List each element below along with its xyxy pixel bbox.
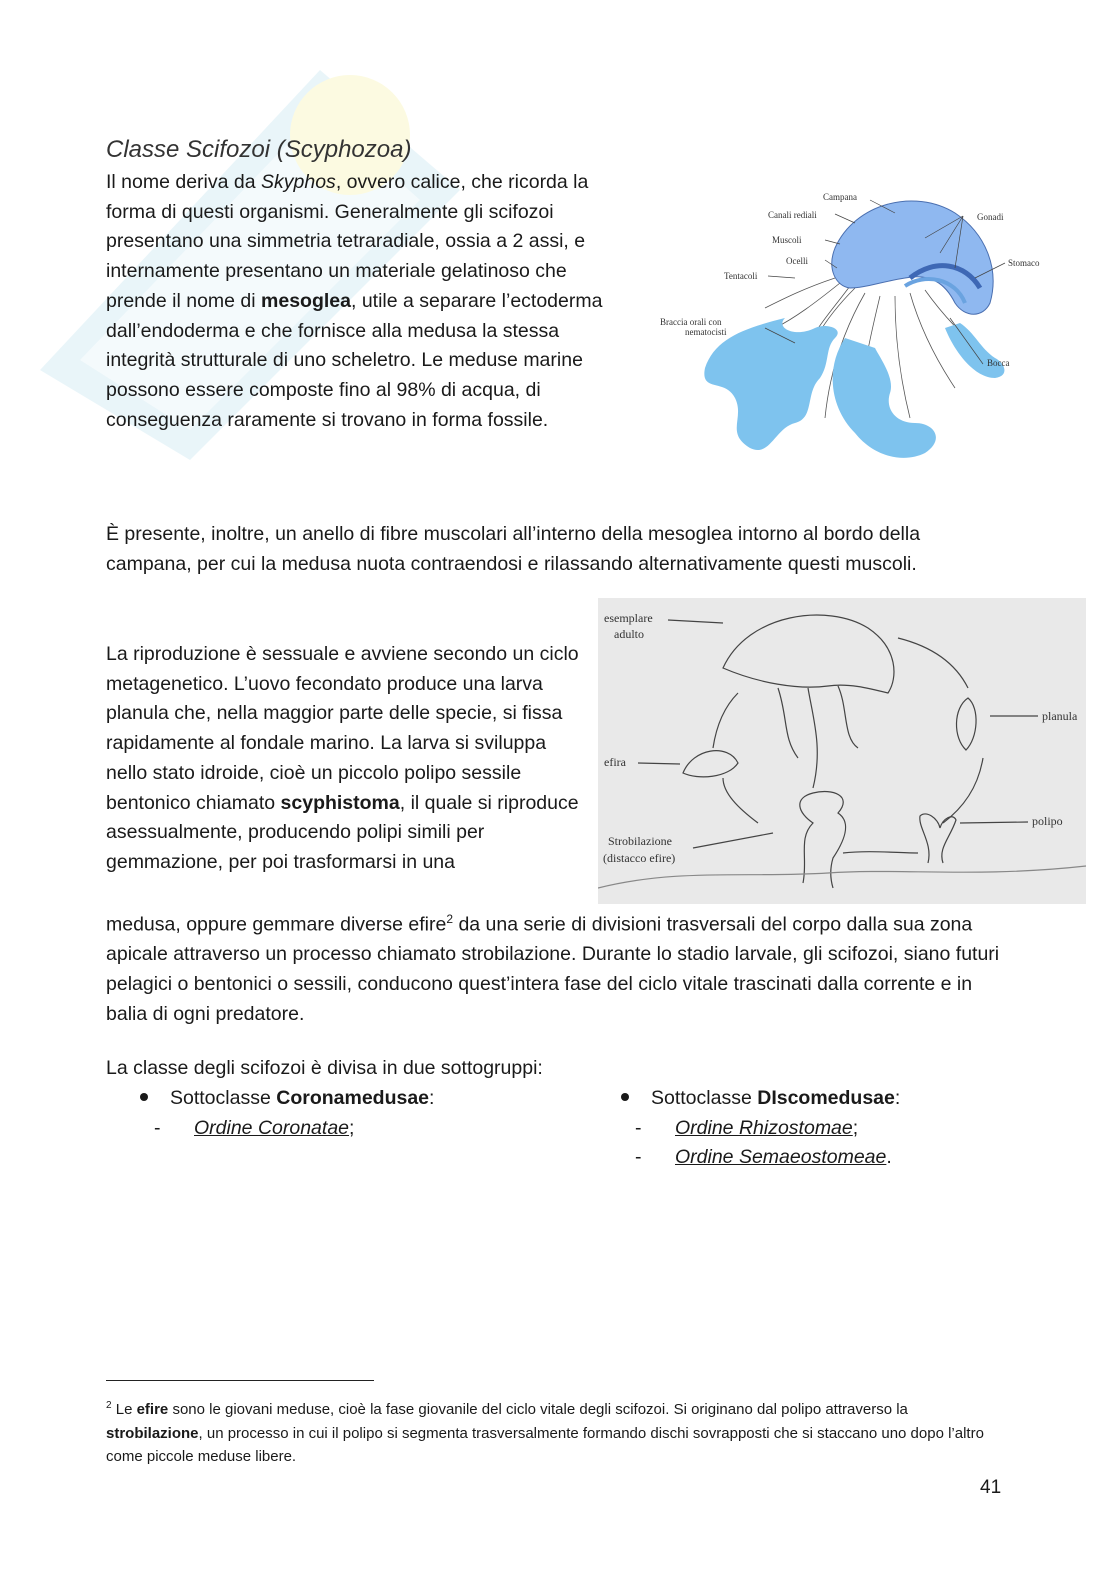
oral-arms-shape xyxy=(704,318,837,450)
footnote-divider xyxy=(106,1380,374,1381)
strobilation-paragraph: medusa, oppure gemmare diverse efire$^2$ da una serie di divisioni trasversali del corpo dalla sua zona apicale attraverso un processo chiamato strobilazione. Durante lo stadio larvale, gli scifozoi, siano futuri pelagici o bentonici o sessili, conducono quest’intera fase del ciclo vitale trascinati dalla corrente e in balia di ogni predatore. xyxy=(106,912,1000,1025)
label-muscoli: Muscoli xyxy=(772,235,802,245)
bullet-icon xyxy=(140,1093,148,1101)
mesoglea-term: mesoglea xyxy=(261,289,351,312)
muscles-paragraph: È presente, inoltre, un anello di fibre muscolari all’interno della mesoglea intorno al bordo della campana, per cui la medusa nuota contraendosi e rilassando alternativamente questi muscoli. xyxy=(106,523,921,575)
label-nematocisti: nematocisti xyxy=(685,327,727,337)
footnote-ref[interactable]: 2 xyxy=(446,912,454,926)
classification-intro: La classe degli scifozoi è divisa in due sottogruppi: xyxy=(106,1057,543,1079)
label-distacco-efire: (distacco efire) xyxy=(603,851,676,865)
label-strobilazione: Strobilazione xyxy=(608,834,672,848)
bell-shape xyxy=(832,201,993,314)
jellyfish-anatomy-figure xyxy=(655,178,1055,468)
order-coronatae[interactable]: Ordine Coronatae xyxy=(194,1116,350,1139)
label-tentacoli: Tentacoli xyxy=(724,271,758,281)
intro-paragraph: Il nome deriva da Skyphos, ovvero calice, che ricorda la forma di questi organismi. Generalmente gli scifozoi presentano una simmetria tetraradiale, ossia a 2 assi, e internamente presentano un materiale gelatinoso che prende il nome di mesoglea, utile a separare l’ectoderma dall’endoderma e che fornisce alla medusa la stessa integrità strutturale di uno scheletro. Le meduse marine possono essere composte fino al 98% di acqua, di conseguenza raramente si trovano in forma fossile. xyxy=(106,171,603,431)
subclass-coronamedusae: Sottoclasse Coronamedusae: - Ordine Coronatae; xyxy=(140,1084,434,1143)
label-stomaco: Stomaco xyxy=(1008,258,1040,268)
page-number: 41 xyxy=(980,1477,1002,1498)
bullet-icon xyxy=(621,1093,629,1101)
order-item: - Ordine Rhizostomae; xyxy=(635,1116,859,1139)
order-item: - Ordine Semaeostomeae. xyxy=(635,1146,892,1169)
label-esemplare: esemplare xyxy=(604,611,653,625)
subclass-discomedusae: Sottoclasse DIscomedusae: - Ordine Rhizostomae; - Ordine Semaeostomeae. xyxy=(621,1084,900,1173)
order-rhizostomae[interactable]: Ordine Rhizostomae xyxy=(675,1116,853,1139)
scyphistoma-term: scyphistoma xyxy=(280,791,400,814)
label-polipo: polipo xyxy=(1032,814,1063,828)
label-bocca: Bocca xyxy=(987,358,1010,368)
label-planula: planula xyxy=(1042,709,1078,723)
reproduction-paragraph: La riproduzione è sessuale e avviene secondo un ciclo metagenetico. L’uovo fecondato produce una larva planula che, nella maggior parte delle specie, si fissa rapidamente al fondale marino. La larva si sviluppa nello stato idroide, cioè un piccolo polipo sessile bentonico chiamato scyphistoma, il quale si riproduce asessualmente, producendo polipi simili per gemmazione, per poi trasformarsi in una xyxy=(106,643,579,873)
order-item: - Ordine Coronatae; xyxy=(154,1116,355,1139)
label-gonadi: Gonadi xyxy=(977,212,1004,222)
label-ocelli: Ocelli xyxy=(786,256,808,266)
footnote: $^2$ Le efire sono le giovani meduse, cioè la fase giovanile del ciclo vitale degli scifozoi. Si originano dal polipo attraverso la strobilazione, un processo in cui il polipo si segmenta trasversalmente formando dischi sovrapposti che si staccano uno dopo l’altro come piccole meduse libere. xyxy=(106,1400,984,1465)
label-efira: efira xyxy=(604,755,626,769)
label-adulto: adulto xyxy=(614,627,644,641)
order-semaeostomeae[interactable]: Ordine Semaeostomeae xyxy=(675,1146,887,1169)
label-braccia-orali: Braccia orali con xyxy=(660,317,722,327)
section-title: Classe Scifozoi (Scyphozoa) xyxy=(106,136,412,163)
label-canali-rediali: Canali rediali xyxy=(768,210,817,220)
life-cycle-figure xyxy=(598,598,1086,904)
label-campana: Campana xyxy=(823,192,857,202)
skyphos-term: Skyphos xyxy=(261,171,336,193)
